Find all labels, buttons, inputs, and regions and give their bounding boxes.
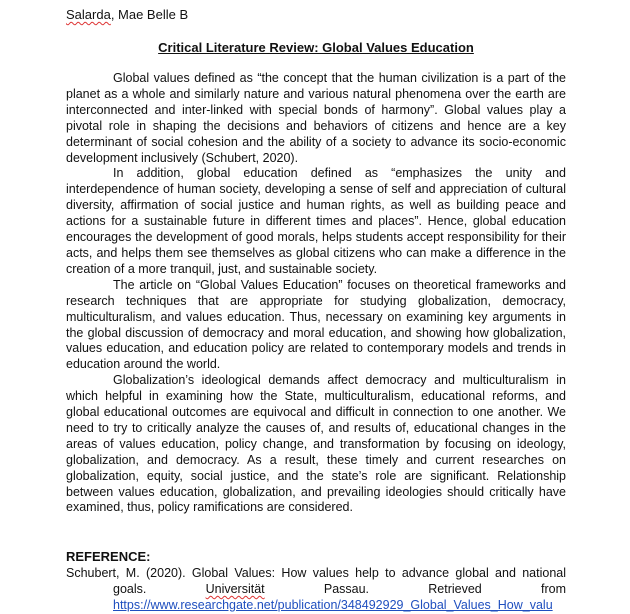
reference-text: Schubert, M. (2020). Global Values: How values help to advance global and national goals. bbox=[66, 566, 566, 596]
document-body bbox=[66, 71, 566, 516]
paragraph-1: Global values defined as “the concept that the human civilization is a part of the planet as a whole and similarly nature and various natural phenomena over the earth are interconnected and inter-linked with special bonds of harmony”. Global values play a pivotal role in shaping the decisions and behaviors of citizens and hence are a key determinant of social cohesion and the ability of a society to advance its socio-economic development inclusively (Schubert, 2020). bbox=[66, 71, 566, 165]
reference-link[interactable]: https://www.researchgate.net/publication/348492929_Global_Values_How_valu bbox=[113, 597, 553, 612]
paragraph-4: Globalization’s ideological demands affect democracy and multiculturalism in which helpful in examining how the State, multiculturalism, educational reforms, and global educational outcomes are equivocal and difficult in connection to one another. We need to try to critically analyze the causes of, and results of, educational changes in the areas of values education, policy change, and transformation by focusing on ideology, globalization, and democracy. As a result, these timely and current researches on globalization, equity, social justice, and the state’s role are significant. Relationship between values education, globalization, and prevailing ideologies should critically have examined, thus, policy ramifications are considered. bbox=[66, 373, 566, 515]
reference-entry bbox=[66, 566, 566, 614]
author-surname: Salarda bbox=[66, 7, 111, 22]
reference-university: Universität bbox=[205, 581, 265, 596]
reference-text-after: Passau. Retrieved from bbox=[264, 581, 566, 596]
author-line bbox=[66, 7, 188, 23]
reference-heading: REFERENCE: bbox=[66, 549, 151, 564]
paragraph-3: The article on “Global Values Education” focuses on theoretical frameworks and research techniques that are appropriate for studying globalization, democracy, multiculturalism, and values education. Thus, necessary on examining key arguments in the global discussion of democracy and moral education, and showing how globalization, values education, and education policy are related to contemporary models and trends in education around the world. bbox=[66, 277, 566, 372]
document-title: Critical Literature Review: Global Values Education bbox=[158, 40, 474, 55]
author-given-names: , Mae Belle B bbox=[110, 7, 189, 22]
paragraph-2: In addition, global education defined as “emphasizes the unity and interdependence of human society, developing a sense of self and appreciation of cultural diversity, affirmation of social justice and human rights, as well as building peace and actions for a sustainable future in different times and places”. Hence, global education encourages the development of good morals, helps students accept responsibility for their acts, and helps them see themselves as global citizens who can make a difference in the creation of a more tranquil, just, and sustainable society. bbox=[66, 166, 566, 276]
